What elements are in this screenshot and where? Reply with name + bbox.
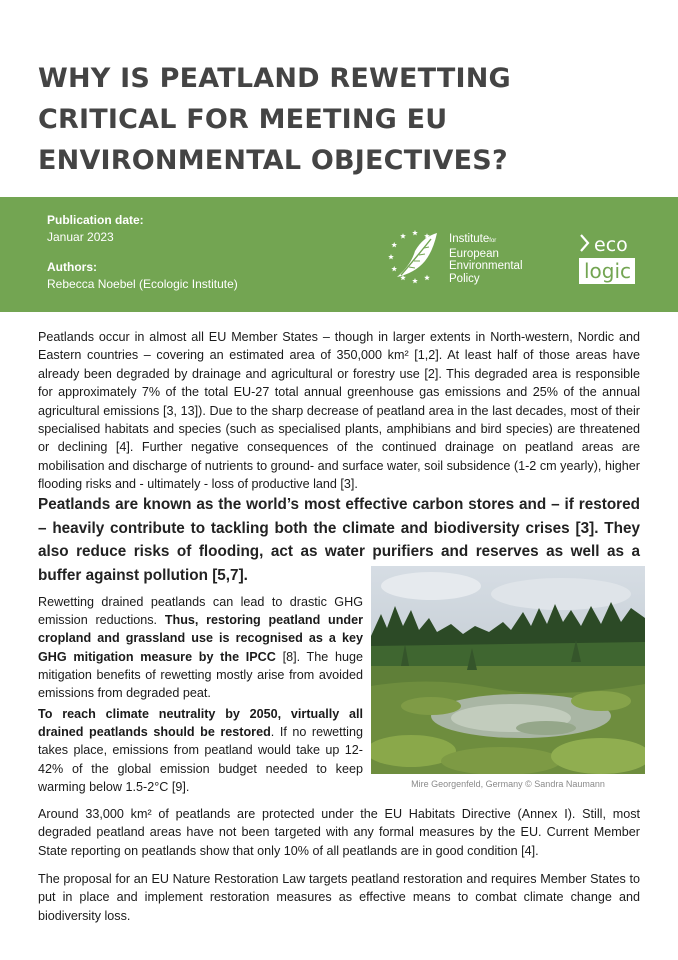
rewetting-paragraph: Rewetting drained peatlands can lead to drastic GHG emission reductions. Thus, restoring peatland under cropland and grassland use is recognised as a key GHG mitigation measure by the IPCC [8]. The huge mitigation benefits of rewetting mostly arise from avoided emissions from degraded peat. xyxy=(38,595,363,701)
publication-banner xyxy=(0,197,678,312)
ecologic-logo xyxy=(578,229,636,287)
svg-text:eco: eco xyxy=(594,234,628,256)
publication-date-value: Januar 2023 xyxy=(47,230,114,244)
intro-paragraph: Peatlands occur in almost all EU Member States – though in larger extents in North-western, Nordic and Eastern countries – covering an estimated area of 350,000 km² [1,2]. At least half of those areas have already been degraded by drainage and agricultural or forestry use [2]. This degraded area is responsible for approximately 7% of the total EU-27 total annual greenhouse gas emissions and 25% of the annual agricultural emissions [3, 13]). Due to the sharp decrease of peatland area in the last decades, most of their specialised habitats and species (such as specialised plants, amphibians and bird species) are threatened or declining [4]. Further negative consequences of the continued drainage on peatland areas are mobilisation and discharge of nutrients to ground- and surface water, soil subsidence (1-2 cm yearly), higher flooding risks and - ultimately - loss of productive land [3]. xyxy=(38,330,640,492)
restoration-law-paragraph: The proposal for an EU Nature Restoration Law targets peatland restoration and requires Member States to put in place and implement restoration measures as effective means to combat climate change and biodiversity loss. xyxy=(38,872,640,923)
protected-areas-paragraph: Around 33,000 km² of peatlands are protected under the EU Habitats Directive (Annex I). Still, most degraded peatland areas have not been targeted with any formal measures by the EU. Current Member State reporting on peatlands show that only 10% of all peatlands are in good condition [4]. xyxy=(38,807,640,858)
peatland-photo xyxy=(371,566,645,774)
publication-date-label: Publication date: xyxy=(47,213,144,227)
page-title: WHY IS PEATLAND REWETTING CRITICAL FOR MEETING EU ENVIRONMENTAL OBJECTIVES? xyxy=(38,63,511,176)
climate-neutrality-paragraph: To reach climate neutrality by 2050, virtually all drained peatlands should be restored. If no rewetting takes place, emissions from peatland would take up 12-42% of the global emission budget needed to keep warming below 1.5-2°C [9]. xyxy=(38,707,363,794)
authors-label: Authors: xyxy=(47,260,97,274)
lead-statement: Peatlands are known as the world’s most effective carbon stores and – if restored – heavily contribute to tackling both the climate and biodiversity crises [3]. They also reduce risks of flooding, act as water purifiers and reserves as well as a buffer against pollution [5,7]. xyxy=(38,496,640,584)
iep-logo-text: Institutefor European Environmental Policy xyxy=(449,233,523,285)
svg-text:logic: logic xyxy=(584,259,632,283)
photo-caption: Mire Georgenfeld, Germany © Sandra Naumann xyxy=(411,779,605,789)
authors-value: Rebecca Noebel (Ecologic Institute) xyxy=(47,277,238,291)
